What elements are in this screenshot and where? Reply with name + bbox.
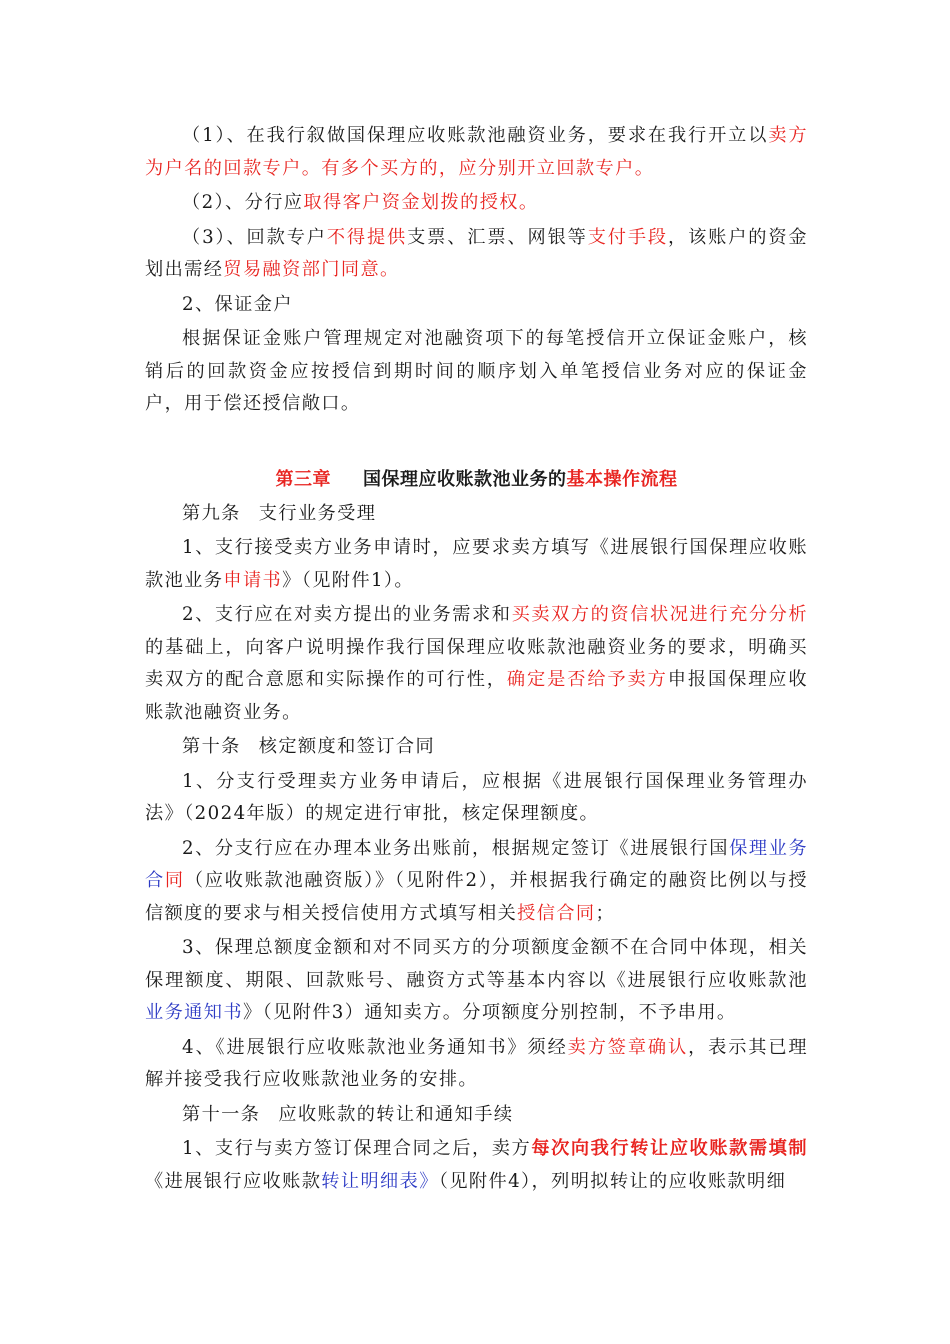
paragraph-receipt-account-3 [145, 222, 808, 287]
text-segment: 1、支行与卖方签订保理合同之后，卖方 [182, 1138, 532, 1159]
highlight-red: 申请书 [223, 569, 283, 591]
text-segment: 支票、汇票、网银等 [407, 226, 588, 248]
highlight-red: 卖方为户名的回款专户。有多个买方的，应分别开立回款专户。 [145, 125, 808, 179]
text-segment: 》（见附件3）通知卖方。分项额度分别控制，不予串用。 [242, 1002, 737, 1023]
article-number: 第十一条 [182, 1103, 261, 1125]
highlight-red: 同 [164, 870, 185, 891]
chapter-number: 第三章 [275, 468, 331, 490]
highlight-red: 不得提供 [326, 226, 408, 248]
text-segment: 申报国保理应收账款池融资业务。 [145, 669, 809, 723]
text-segment: 2、支行应在对卖方提出的业务需求和 [182, 604, 512, 625]
highlight-blue: 业务通知书 [145, 1002, 243, 1023]
text-segment: （应收账款池融资版）》（见附件2），并根据我行确定的融资比例以与授信额度的要求与相关授信使用方式填写相关 [145, 870, 808, 924]
article-9-paragraph-1 [145, 532, 808, 597]
text-segment: 3、保理总额度金额和对不同买方的分项额度金额不在合同中体现，相关保理额度、期限、回款账号、融资方式等基本内容以《进展银行应收账款池 [145, 937, 808, 991]
text-segment: 的基础上，向客户说明操作我行国保理应收账款池融资业务的要求，明确买卖双方的配合意愿和实际操作的可行性， [145, 636, 808, 690]
article-11-heading [145, 1099, 808, 1132]
text-segment: （2）、分行应 [182, 192, 304, 213]
chapter-heading [145, 464, 808, 496]
article-10-paragraph-3 [145, 932, 808, 1030]
article-number: 第十条 [182, 736, 241, 757]
text-segment: ，表示其已理解并接受我行应收账款池业务的安排。 [145, 1036, 809, 1090]
article-title: 支行业务受理 [258, 502, 377, 524]
highlight-red: 确定是否给予卖方 [506, 669, 668, 690]
article-title: 核定额度和签订合同 [258, 736, 436, 757]
article-10-paragraph-4 [145, 1032, 808, 1097]
article-10-paragraph-1: 1、分支行受理卖方业务申请后，应根据《进展银行国保理业务管理办法》（2024年版）的规定进行审批，核定保理额度。 [145, 770, 808, 824]
article-10-paragraph-2 [145, 833, 808, 931]
paragraph-margin-account-body: 根据保证金账户管理规定对池融资项下的每笔授信开立保证金账户，核销后的回款资金应按授信到期时间的顺序划入单笔授信业务对应的保证金户，用于偿还授信敞口。 [145, 328, 808, 414]
highlight-blue: 保理业务合 [145, 837, 808, 891]
article-9-heading [145, 498, 808, 531]
article-10-heading [145, 731, 808, 764]
text-segment: 2、分支行应在办理本业务出账前，根据规定签订《进展银行国 [182, 837, 730, 859]
highlight-red: 取得客户资金划拨的授权。 [303, 192, 539, 213]
highlight-red-bold: 每次向我行转让应收账款需填制 [531, 1138, 808, 1159]
highlight-blue: 转让明细表》 [321, 1170, 439, 1192]
chapter-title-highlight: 基本操作流程 [566, 468, 678, 490]
text-segment: ，该账户的资金划出需经 [145, 226, 808, 280]
article-9-paragraph-2 [145, 599, 808, 729]
paragraph-receipt-account-1 [145, 120, 808, 185]
highlight-red: 贸易融资部门同意。 [223, 259, 400, 280]
text-segment: （1）、在我行叙做国保理应收账款池融资业务，要求在我行开立以 [182, 125, 769, 146]
text-segment: （3）、回款专户 [182, 226, 327, 248]
document-page [145, 120, 808, 1198]
text-segment: 4、《进展银行应收账款池业务通知书》须经 [182, 1036, 568, 1058]
article-title: 应收账款的转让和通知手续 [278, 1103, 514, 1125]
text-segment: 《进展银行应收账款 [145, 1170, 322, 1192]
highlight-red: 买卖双方的资信状况进行充分分析 [511, 604, 808, 625]
text-segment: 》（见附件1）。 [282, 569, 415, 591]
text-segment: （见附件4），列明拟转让的应收账款明细 [438, 1170, 787, 1192]
article-11-paragraph-1 [145, 1133, 808, 1198]
paragraph-receipt-account-2 [145, 187, 808, 220]
chapter-title: 国保理应收账款池业务的 [363, 468, 567, 490]
highlight-red: 支付手段 [587, 226, 668, 248]
text-segment: 1、支行接受卖方业务申请时，应要求卖方填写《进展银行国保理应收账款池业务 [145, 537, 808, 591]
article-number: 第九条 [182, 502, 241, 524]
text-segment: ； [595, 902, 616, 924]
highlight-red: 授信合同 [517, 902, 596, 924]
highlight-red: 卖方签章确认 [567, 1036, 689, 1058]
paragraph-margin-account-heading: 2、保证金户 [182, 293, 293, 315]
